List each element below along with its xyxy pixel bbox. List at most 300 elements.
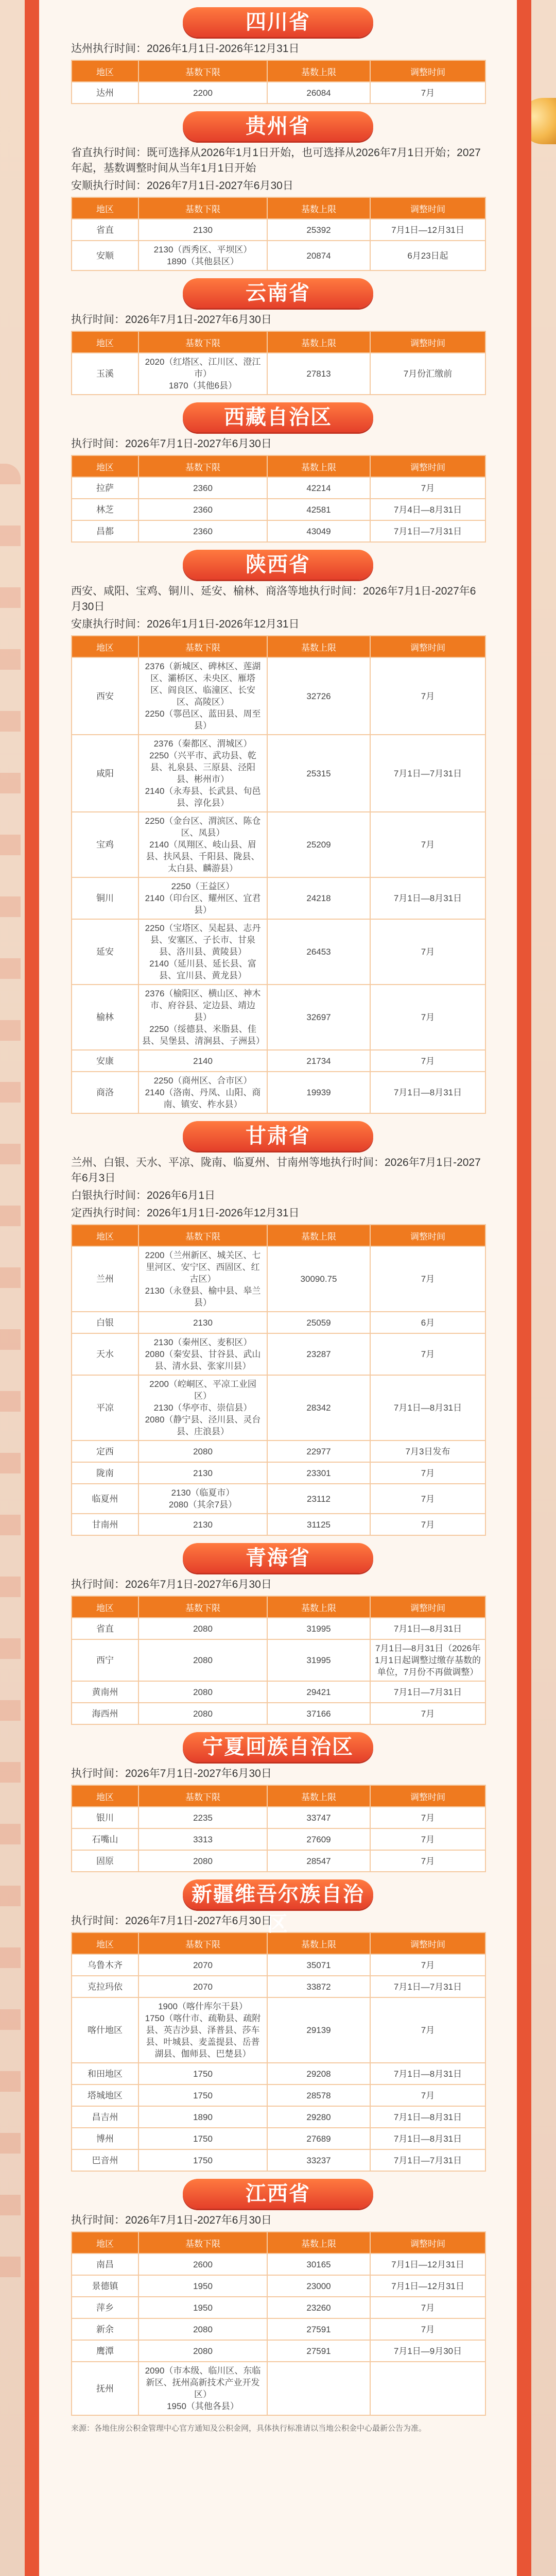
table-row	[72, 2084, 485, 2106]
adjust-time-cell: 7月1日—8月31日	[370, 1375, 485, 1440]
region-cell: 安顺	[72, 241, 138, 270]
adjust-time-cell: 7月1日—12月31日	[370, 2275, 485, 2297]
base-table	[71, 1596, 486, 1725]
province-title: 江西省	[183, 2179, 373, 2209]
base-max-cell: 24218	[267, 877, 370, 919]
table-row	[72, 1484, 485, 1514]
base-min-cell: 2080	[138, 2340, 267, 2362]
base-max-cell: 21734	[267, 1050, 370, 1072]
column-header: 调整时间	[370, 197, 485, 219]
base-table	[71, 197, 486, 271]
base-max-cell: 25209	[267, 812, 370, 877]
region-cell: 新余	[72, 2318, 138, 2340]
column-header: 基数下限	[138, 1785, 267, 1807]
column-header: 基数上限	[267, 1785, 370, 1807]
column-header: 基数上限	[267, 60, 370, 82]
base-min-cell: 1750	[138, 2084, 267, 2106]
execution-period-note: 定西执行时间：2026年1月1日-2026年12月31日	[71, 1207, 300, 1219]
table-row	[72, 1050, 485, 1072]
table-row	[72, 1514, 485, 1535]
adjust-time-cell: 7月	[370, 1462, 485, 1484]
table-row	[72, 82, 485, 104]
base-min-cell: 1950	[138, 2297, 267, 2318]
base-table	[71, 1785, 486, 1872]
column-header: 基数下限	[138, 636, 267, 657]
adjust-time-cell: 7月3日发布	[370, 1440, 485, 1462]
region-cell: 榆林	[72, 985, 138, 1050]
region-cell: 喀什地区	[72, 1997, 138, 2063]
adjust-time-cell: 7月1日—8月31日（2026年1月1日起调整过缴存基数的单位，7月份不再做调整）	[370, 1639, 485, 1681]
table-row	[72, 1954, 485, 1976]
base-max-cell: 43049	[267, 520, 370, 542]
base-max-cell: 26084	[267, 82, 370, 104]
base-max-cell: 31995	[267, 1639, 370, 1681]
region-cell: 铜川	[72, 877, 138, 919]
content-card	[39, 0, 517, 2576]
table-row	[72, 1681, 485, 1703]
base-min-cell: 2200（崆峒区、平凉工业园区） 2130（华亭市、崇信县） 2080（静宁县、泾川县、灵台县、庄浪县）	[138, 1375, 267, 1440]
base-min-cell: 2130	[138, 1312, 267, 1333]
region-cell: 石嘴山	[72, 1828, 138, 1850]
table-row	[72, 1618, 485, 1639]
base-max-cell: 31995	[267, 1618, 370, 1639]
region-cell: 咸阳	[72, 735, 138, 812]
table-header-row	[72, 1596, 485, 1618]
base-max-cell: 29421	[267, 1681, 370, 1703]
table-row	[72, 2318, 485, 2340]
region-cell: 商洛	[72, 1072, 138, 1113]
table-row	[72, 219, 485, 241]
column-header: 调整时间	[370, 2232, 485, 2253]
base-min-cell: 2200	[138, 82, 267, 104]
table-row	[72, 1462, 485, 1484]
region-cell: 省直	[72, 219, 138, 241]
execution-period-note: 省直执行时间：既可选择从2026年1月1日开始，也可选择从2026年7月1日开始；2027年起，基数调整时间从当年1月1日开始	[71, 147, 481, 174]
column-header: 调整时间	[370, 1933, 485, 1954]
column-header: 调整时间	[370, 60, 485, 82]
region-cell: 固原	[72, 1850, 138, 1872]
region-cell: 昌都	[72, 520, 138, 542]
base-min-cell: 2360	[138, 520, 267, 542]
region-cell: 林芝	[72, 499, 138, 520]
content-column	[39, 0, 517, 2434]
base-min-cell: 2376（秦都区、渭城区） 2250（兴平市、武功县、乾县、礼泉县、三原县、泾阳县、彬州市） 2140（永寿县、长武县、旬邑县、淳化县）	[138, 735, 267, 812]
execution-period-note: 安顺执行时间：2026年7月1日-2027年6月30日	[71, 180, 293, 192]
adjust-time-cell: 7月	[370, 1828, 485, 1850]
base-min-cell: 2360	[138, 499, 267, 520]
adjust-time-cell: 7月	[370, 1850, 485, 1872]
base-min-cell: 2070	[138, 1954, 267, 1976]
base-min-cell: 2080	[138, 1618, 267, 1639]
region-cell: 克拉玛依	[72, 1976, 138, 1997]
table-row	[72, 1997, 485, 2063]
column-header: 地区	[72, 1225, 138, 1246]
table-header-row	[72, 636, 485, 657]
table-row	[72, 1850, 485, 1872]
column-header: 基数上限	[267, 1933, 370, 1954]
base-max-cell: 23000	[267, 2275, 370, 2297]
base-max-cell: 33872	[267, 1976, 370, 1997]
base-max-cell: 30165	[267, 2253, 370, 2275]
adjust-time-cell: 7月	[370, 1807, 485, 1828]
column-header: 调整时间	[370, 455, 485, 477]
column-header: 基数下限	[138, 2232, 267, 2253]
region-cell: 和田地区	[72, 2063, 138, 2084]
adjust-time-cell: 7月	[370, 1954, 485, 1976]
base-max-cell: 26453	[267, 919, 370, 985]
base-min-cell: 2130（秦州区、麦积区） 2080（秦安县、甘谷县、武山县、清水县、张家川县）	[138, 1333, 267, 1375]
base-max-cell: 37166	[267, 1703, 370, 1724]
adjust-time-cell: 7月1日—7月31日	[370, 1976, 485, 1997]
region-cell: 银川	[72, 1807, 138, 1828]
base-min-cell: 2235	[138, 1807, 267, 1828]
table-header-row	[72, 455, 485, 477]
base-max-cell: 42581	[267, 499, 370, 520]
base-min-cell: 2080	[138, 1440, 267, 1462]
base-min-cell: 2080	[138, 1850, 267, 1872]
table-row	[72, 2362, 485, 2415]
column-header: 基数上限	[267, 2232, 370, 2253]
adjust-time-cell: 7月	[370, 1484, 485, 1514]
column-header: 基数下限	[138, 1225, 267, 1246]
base-min-cell: 3313	[138, 1828, 267, 1850]
base-table	[71, 1224, 486, 1536]
province-title: 陕西省	[183, 550, 373, 580]
base-max-cell: 29208	[267, 2063, 370, 2084]
table-header-row	[72, 331, 485, 353]
province-title: 云南省	[183, 278, 373, 308]
column-header: 地区	[72, 1596, 138, 1618]
execution-period-note: 执行时间：2026年7月1日-2027年6月30日	[71, 1915, 272, 1927]
base-min-cell: 2360	[138, 477, 267, 499]
column-header: 基数上限	[267, 1225, 370, 1246]
adjust-time-cell: 6月	[370, 1312, 485, 1333]
adjust-time-cell: 7月1日—8月31日	[370, 1072, 485, 1113]
region-cell: 白银	[72, 1312, 138, 1333]
column-header: 地区	[72, 1933, 138, 1954]
adjust-time-cell: 7月1日—7月31日	[370, 1681, 485, 1703]
execution-period-note: 执行时间：2026年7月1日-2027年6月30日	[71, 1579, 272, 1590]
table-row	[72, 477, 485, 499]
base-max-cell: 28547	[267, 1850, 370, 1872]
table-header-row	[72, 1225, 485, 1246]
region-cell: 抚州	[72, 2362, 138, 2415]
base-max-cell: 27689	[267, 2128, 370, 2149]
column-header: 基数上限	[267, 1596, 370, 1618]
region-cell: 临夏州	[72, 1484, 138, 1514]
adjust-time-cell: 7月4日—8月31日	[370, 499, 485, 520]
table-header-row	[72, 1785, 485, 1807]
table-row	[72, 812, 485, 877]
region-cell: 乌鲁木齐	[72, 1954, 138, 1976]
adjust-time-cell: 7月	[370, 919, 485, 985]
region-cell: 鹰潭	[72, 2340, 138, 2362]
base-max-cell: 23287	[267, 1333, 370, 1375]
table-header-row	[72, 197, 485, 219]
column-header: 地区	[72, 60, 138, 82]
base-max-cell: 23260	[267, 2297, 370, 2318]
adjust-time-cell: 7月1日—7月31日	[370, 2149, 485, 2171]
base-max-cell	[267, 2362, 370, 2415]
adjust-time-cell: 7月1日—7月31日	[370, 520, 485, 542]
base-max-cell: 27591	[267, 2318, 370, 2340]
execution-period-note: 执行时间：2026年7月1日-2027年6月30日	[71, 438, 272, 450]
region-cell: 萍乡	[72, 2297, 138, 2318]
base-min-cell: 2130（西秀区、平坝区） 1890（其他县区）	[138, 241, 267, 270]
table-row	[72, 735, 485, 812]
province-title: 西藏自治区	[183, 402, 373, 432]
source-footnote: 来源：各地住房公积金管理中心官方通知及公积金网，具体执行标准请以当地公积金中心最新公告为准。	[71, 2424, 427, 2433]
base-min-cell: 2080	[138, 1681, 267, 1703]
adjust-time-cell: 7月	[370, 1997, 485, 2063]
base-min-cell: 2020（红塔区、江川区、澄江市） 1870（其他6县）	[138, 353, 267, 395]
column-header: 基数下限	[138, 331, 267, 353]
table-row	[72, 353, 485, 395]
base-min-cell: 2080	[138, 1639, 267, 1681]
base-max-cell: 33237	[267, 2149, 370, 2171]
region-cell: 西宁	[72, 1639, 138, 1681]
base-max-cell: 22977	[267, 1440, 370, 1462]
region-cell: 陇南	[72, 1462, 138, 1484]
region-cell: 南昌	[72, 2253, 138, 2275]
table-row	[72, 2128, 485, 2149]
base-max-cell: 27813	[267, 353, 370, 395]
table-row	[72, 657, 485, 735]
region-cell: 平凉	[72, 1375, 138, 1440]
region-cell: 达州	[72, 82, 138, 104]
left-border-decoration	[0, 464, 21, 2318]
table-row	[72, 919, 485, 985]
region-cell: 兰州	[72, 1246, 138, 1312]
table-row	[72, 2149, 485, 2171]
base-max-cell: 42214	[267, 477, 370, 499]
region-cell: 宝鸡	[72, 812, 138, 877]
table-row	[72, 1639, 485, 1681]
region-cell: 拉萨	[72, 477, 138, 499]
adjust-time-cell: 7月	[370, 1246, 485, 1312]
table-row	[72, 877, 485, 919]
base-max-cell: 33747	[267, 1807, 370, 1828]
region-cell: 黄南州	[72, 1681, 138, 1703]
base-min-cell: 1750	[138, 2149, 267, 2171]
base-max-cell: 20874	[267, 241, 370, 270]
table-row	[72, 1246, 485, 1312]
execution-period-note: 西安、咸阳、宝鸡、铜川、延安、榆林、商洛等地执行时间：2026年7月1日-2027年6月30日	[71, 585, 476, 613]
province-title: 青海省	[183, 1543, 373, 1573]
region-cell: 甘南州	[72, 1514, 138, 1535]
base-min-cell: 2250（王益区） 2140（印台区、耀州区、宜君县）	[138, 877, 267, 919]
base-min-cell: 2130	[138, 1462, 267, 1484]
adjust-time-cell: 7月	[370, 82, 485, 104]
province-title: 新疆维吾尔族自治区	[183, 1879, 373, 1909]
adjust-time-cell: 7月1日—12月31日	[370, 2253, 485, 2275]
adjust-time-cell: 7月	[370, 1050, 485, 1072]
table-row	[72, 985, 485, 1050]
column-header: 调整时间	[370, 1225, 485, 1246]
base-max-cell: 30090.75	[267, 1246, 370, 1312]
region-cell: 延安	[72, 919, 138, 985]
base-min-cell: 2070	[138, 1976, 267, 1997]
region-cell: 玉溪	[72, 353, 138, 395]
base-table	[71, 455, 486, 543]
region-cell: 定西	[72, 1440, 138, 1462]
adjust-time-cell: 7月1日—12月31日	[370, 219, 485, 241]
region-cell: 昌吉州	[72, 2106, 138, 2128]
region-cell: 安康	[72, 1050, 138, 1072]
adjust-time-cell: 7月	[370, 1703, 485, 1724]
base-min-cell: 2376（新城区、碑林区、莲湖区、灞桥区、未央区、雁塔区、阎良区、临潼区、长安区、高陵区） 2250（鄠邑区、蓝田县、周至县）	[138, 657, 267, 735]
base-min-cell: 2250（宝塔区、吴起县、志丹县、安塞区、子长市、甘泉县、洛川县、黄陵县） 2140（延川县、延长县、富县、宜川县、黄龙县）	[138, 919, 267, 985]
region-cell: 塔城地区	[72, 2084, 138, 2106]
base-max-cell: 23301	[267, 1462, 370, 1484]
table-row	[72, 1312, 485, 1333]
province-title: 四川省	[183, 7, 373, 37]
adjust-time-cell: 7月	[370, 1333, 485, 1375]
base-min-cell: 1900（喀什库尔干县） 1750（喀什市、疏勒县、疏附县、英吉沙县、泽普县、莎车县、叶城县、麦盖提县、岳普湖县、伽师县、巴楚县）	[138, 1997, 267, 2063]
base-max-cell: 23112	[267, 1484, 370, 1514]
table-row	[72, 1703, 485, 1724]
base-table	[71, 1932, 486, 2172]
base-min-cell: 2130	[138, 1514, 267, 1535]
adjust-time-cell: 7月	[370, 812, 485, 877]
execution-period-note: 执行时间：2026年7月1日-2027年6月30日	[71, 1768, 272, 1780]
execution-period-note: 兰州、白银、天水、平凉、陇南、临夏州、甘南州等地执行时间：2026年7月1日-2027年6月3日	[71, 1157, 481, 1184]
execution-period-note: 白银执行时间：2026年6月1日	[71, 1190, 216, 1201]
base-min-cell: 2090（市本级、临川区、东临新区、抚州高新技术产业开发区） 1950（其他各县）	[138, 2362, 267, 2415]
base-max-cell: 25392	[267, 219, 370, 241]
column-header: 地区	[72, 197, 138, 219]
adjust-time-cell: 7月	[370, 2318, 485, 2340]
column-header: 调整时间	[370, 636, 485, 657]
table-row	[72, 2253, 485, 2275]
adjust-time-cell: 7月1日—7月31日	[370, 735, 485, 812]
base-max-cell: 25315	[267, 735, 370, 812]
column-header: 调整时间	[370, 1785, 485, 1807]
base-min-cell: 2130（临夏市） 2080（其余7县）	[138, 1484, 267, 1514]
base-min-cell: 1890	[138, 2106, 267, 2128]
table-row	[72, 1333, 485, 1375]
column-header: 基数下限	[138, 60, 267, 82]
table-row	[72, 2106, 485, 2128]
base-min-cell: 2080	[138, 1703, 267, 1724]
adjust-time-cell: 7月1日—8月31日	[370, 1618, 485, 1639]
base-min-cell: 2140	[138, 1050, 267, 1072]
table-row	[72, 2340, 485, 2362]
base-min-cell: 1750	[138, 2128, 267, 2149]
execution-period-note: 安康执行时间：2026年1月1日-2026年12月31日	[71, 618, 300, 630]
region-cell: 博州	[72, 2128, 138, 2149]
column-header: 基数下限	[138, 197, 267, 219]
table-row	[72, 1828, 485, 1850]
execution-period-note: 达州执行时间：2026年1月1日-2026年12月31日	[71, 43, 300, 55]
region-cell: 景德镇	[72, 2275, 138, 2297]
column-header: 地区	[72, 636, 138, 657]
adjust-time-cell: 7月1日—8月31日	[370, 877, 485, 919]
base-table	[71, 2231, 486, 2416]
table-row	[72, 2063, 485, 2084]
table-row	[72, 1807, 485, 1828]
column-header: 调整时间	[370, 331, 485, 353]
column-header: 地区	[72, 455, 138, 477]
column-header: 基数上限	[267, 636, 370, 657]
adjust-time-cell: 7月1日—9月30日	[370, 2340, 485, 2362]
base-min-cell: 1950	[138, 2275, 267, 2297]
base-max-cell: 29280	[267, 2106, 370, 2128]
base-max-cell: 35071	[267, 1954, 370, 1976]
table-header-row	[72, 2232, 485, 2253]
adjust-time-cell: 7月	[370, 2297, 485, 2318]
adjust-time-cell	[370, 2362, 485, 2415]
base-min-cell: 2250（商州区、合市区） 2140（洛南、丹凤、山阳、商南、镇安、柞水县）	[138, 1072, 267, 1113]
column-header: 基数上限	[267, 197, 370, 219]
table-row	[72, 1375, 485, 1440]
base-max-cell: 27591	[267, 2340, 370, 2362]
base-table	[71, 635, 486, 1114]
adjust-time-cell: 7月1日—8月31日	[370, 2063, 485, 2084]
column-header: 基数下限	[138, 1933, 267, 1954]
province-title: 甘肃省	[183, 1121, 373, 1151]
table-row	[72, 1976, 485, 1997]
column-header: 调整时间	[370, 1596, 485, 1618]
base-min-cell: 2130	[138, 219, 267, 241]
base-max-cell: 29139	[267, 1997, 370, 2063]
adjust-time-cell: 7月	[370, 2084, 485, 2106]
table-header-row	[72, 60, 485, 82]
execution-period-note: 执行时间：2026年7月1日-2027年6月30日	[71, 2214, 272, 2226]
base-max-cell: 27609	[267, 1828, 370, 1850]
table-row	[72, 2297, 485, 2318]
region-cell: 海西州	[72, 1703, 138, 1724]
table-row	[72, 241, 485, 270]
base-min-cell: 1750	[138, 2063, 267, 2084]
table-row	[72, 1072, 485, 1113]
adjust-time-cell: 7月1日—8月31日	[370, 2106, 485, 2128]
column-header: 地区	[72, 2232, 138, 2253]
base-table	[71, 60, 486, 104]
execution-period-note: 执行时间：2026年7月1日-2027年6月30日	[71, 314, 272, 326]
adjust-time-cell: 6月23日起	[370, 241, 485, 270]
base-max-cell: 25059	[267, 1312, 370, 1333]
column-header: 地区	[72, 331, 138, 353]
base-max-cell: 19939	[267, 1072, 370, 1113]
column-header: 地区	[72, 1785, 138, 1807]
base-min-cell: 2200（兰州新区、城关区、七里河区、安宁区、西固区、红古区） 2130（永登县、榆中县、皋兰县）	[138, 1246, 267, 1312]
column-header: 基数上限	[267, 331, 370, 353]
region-cell: 西安	[72, 657, 138, 735]
adjust-time-cell: 7月	[370, 477, 485, 499]
base-max-cell: 32697	[267, 985, 370, 1050]
table-row	[72, 2275, 485, 2297]
adjust-time-cell: 7月	[370, 1514, 485, 1535]
base-table	[71, 331, 486, 395]
adjust-time-cell: 7月	[370, 985, 485, 1050]
table-row	[72, 520, 485, 542]
base-max-cell: 32726	[267, 657, 370, 735]
base-max-cell: 31125	[267, 1514, 370, 1535]
table-row	[72, 1440, 485, 1462]
adjust-time-cell: 7月1日—8月31日	[370, 2128, 485, 2149]
region-cell: 省直	[72, 1618, 138, 1639]
base-max-cell: 28578	[267, 2084, 370, 2106]
base-min-cell: 2080	[138, 2318, 267, 2340]
adjust-time-cell: 7月份汇缴前	[370, 353, 485, 395]
base-max-cell: 28342	[267, 1375, 370, 1440]
table-row	[72, 499, 485, 520]
column-header: 基数下限	[138, 455, 267, 477]
column-header: 基数下限	[138, 1596, 267, 1618]
province-title: 贵州省	[183, 111, 373, 141]
region-cell: 巴音州	[72, 2149, 138, 2171]
